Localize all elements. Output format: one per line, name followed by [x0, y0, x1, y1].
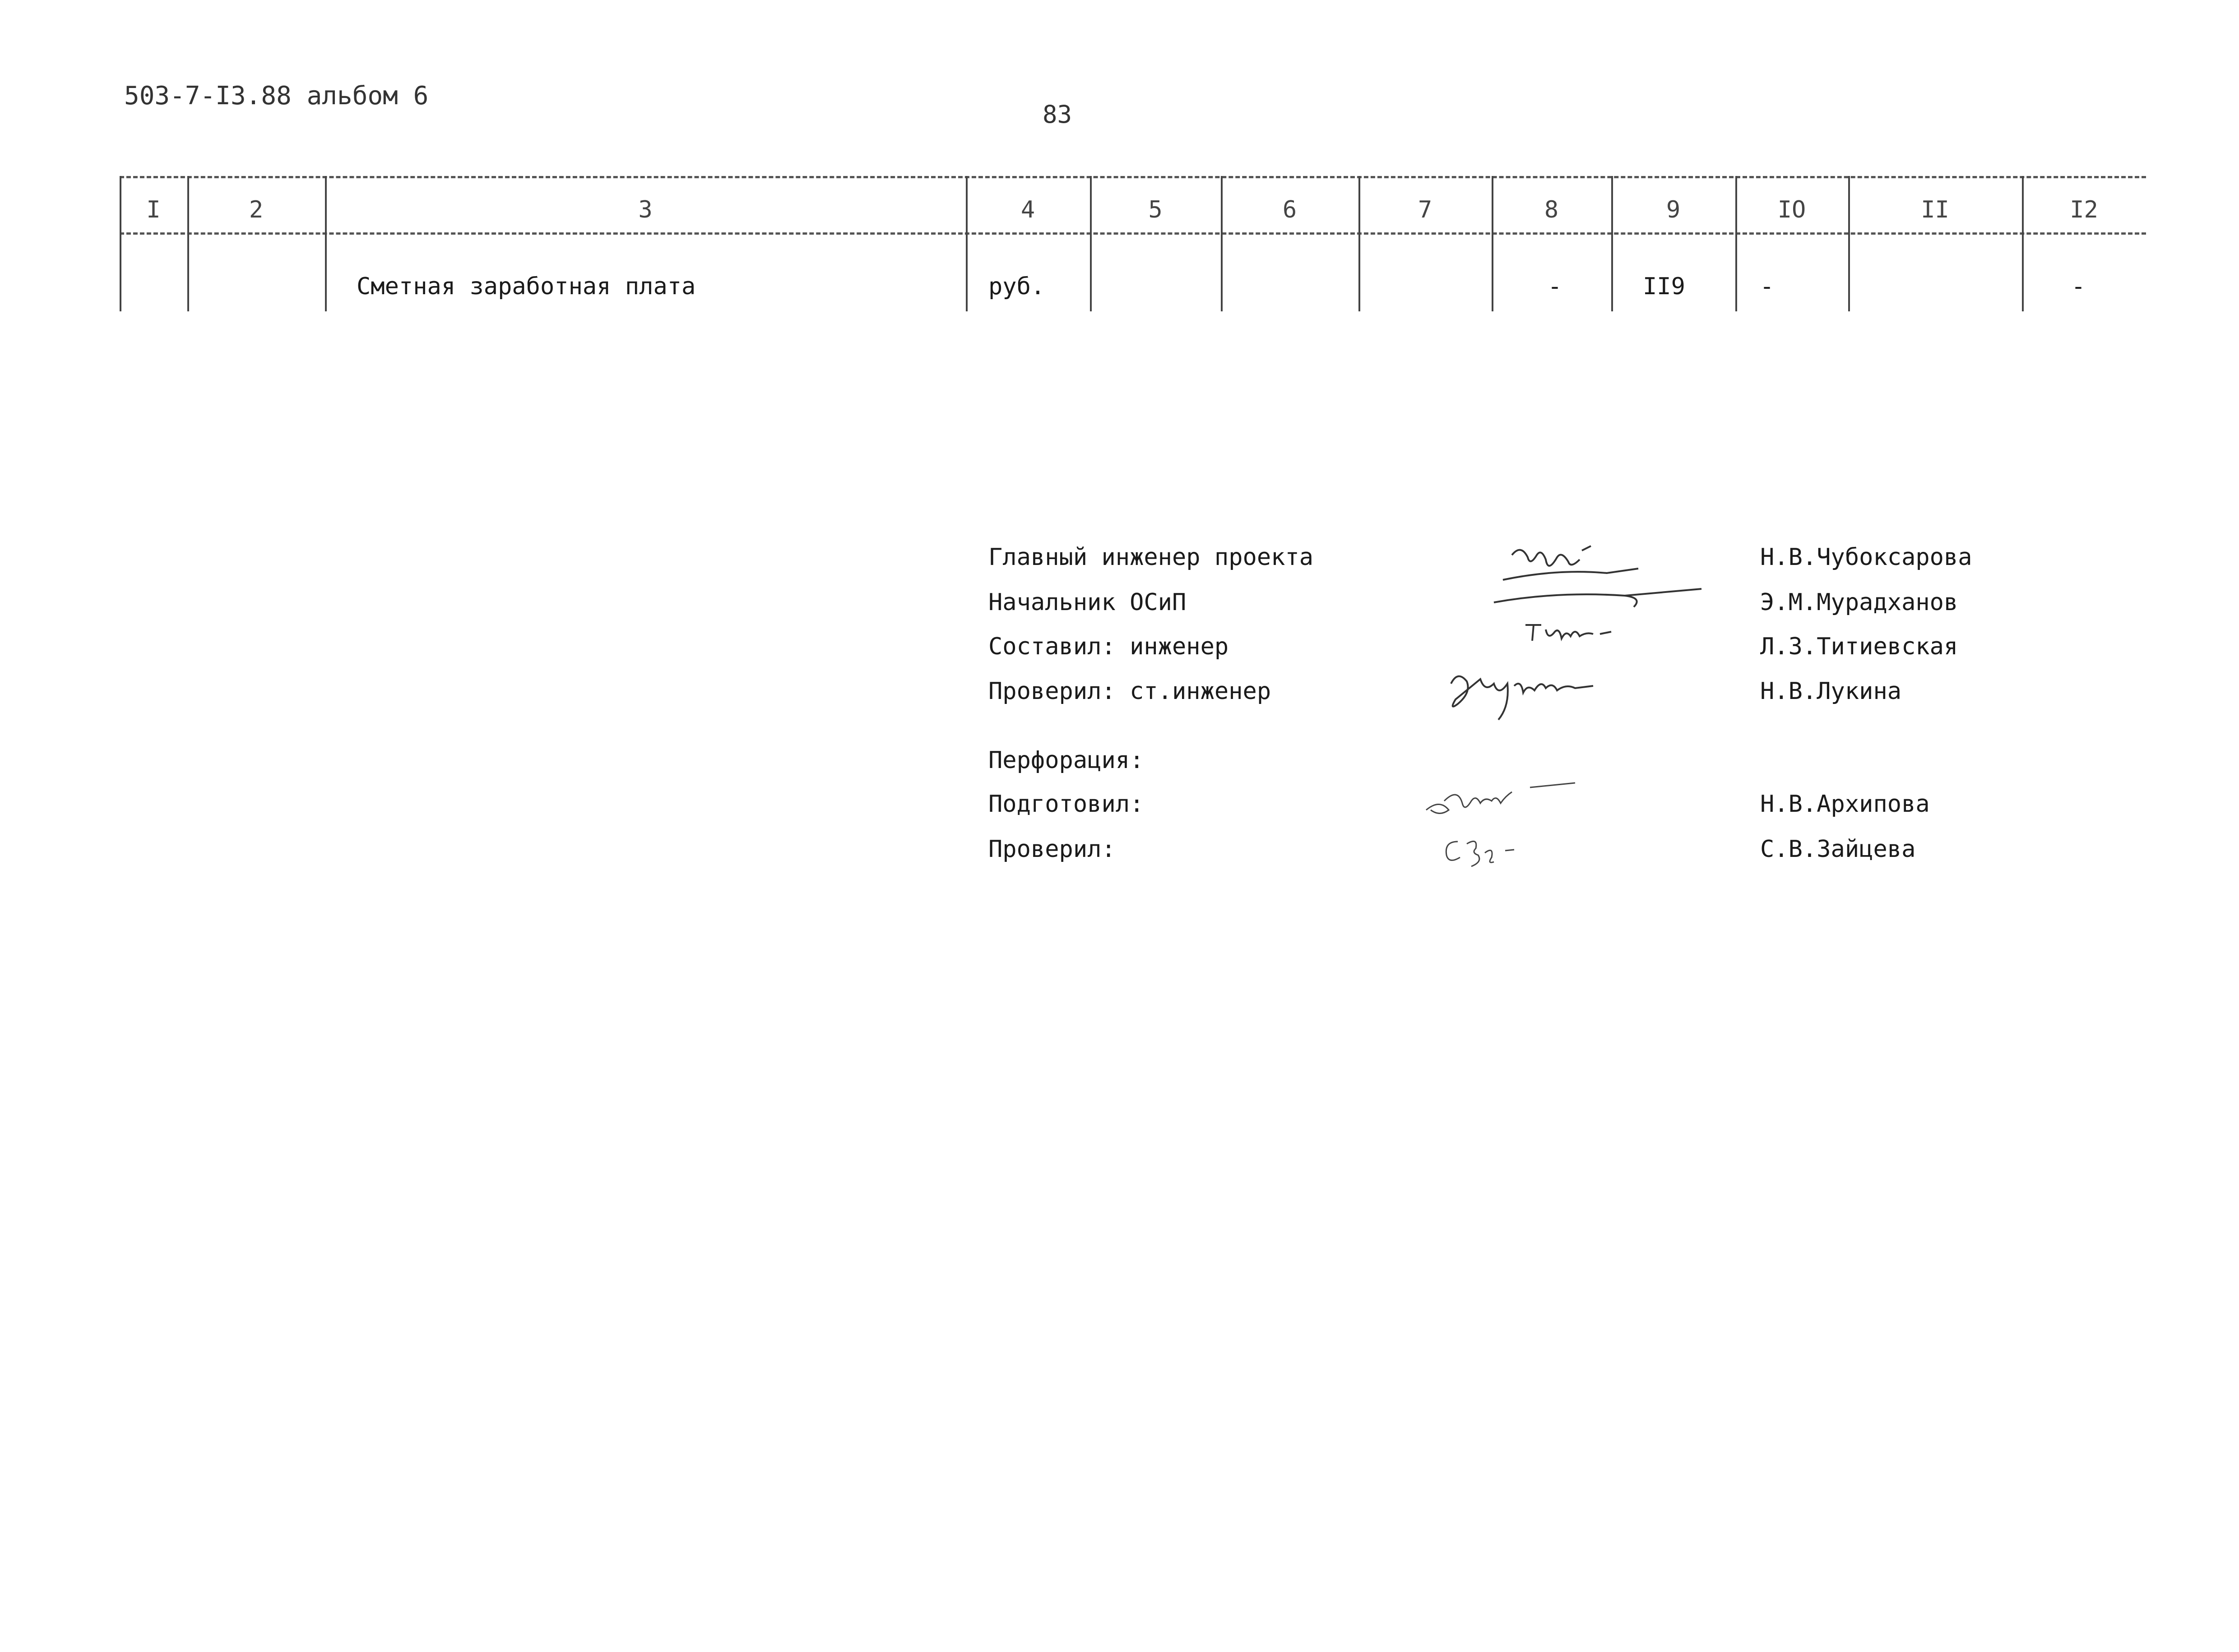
perforation-title: Перфорация: [988, 747, 1144, 774]
page-number: 83 [1043, 100, 1072, 129]
approval-name: Э.М.Мурадханов [1760, 589, 1958, 616]
column-header: 5 [1148, 196, 1163, 223]
signature-prepared [1422, 778, 1584, 825]
signature-verified [1440, 833, 1530, 875]
column-header: 7 [1418, 196, 1432, 223]
approval-name: Н.В.Чубоксарова [1760, 544, 1972, 571]
column-header: II [1921, 196, 1949, 223]
row-col10: - [1760, 273, 1774, 300]
row-description: Сметная заработная плата [357, 273, 696, 300]
estimate-table [120, 176, 2146, 316]
perforation-name: Н.В.Архипова [1760, 791, 1930, 818]
column-header: I [146, 196, 161, 223]
approval-role: Начальник ОСиП [988, 589, 1187, 616]
perforation-role: Подготовил: [988, 791, 1144, 818]
column-header: 6 [1282, 196, 1297, 223]
table-header-rule [120, 232, 2146, 235]
document-code: 503-7-I3.88 альбом 6 [124, 81, 429, 111]
column-header: IO [1777, 196, 1806, 223]
row-col8: - [1548, 273, 1562, 300]
row-col12: - [2071, 273, 2086, 300]
signature-compiler [1521, 616, 1656, 649]
perforation-role: Проверил: [988, 836, 1116, 863]
table-top-rule [120, 176, 2146, 178]
approval-name: Н.В.Лукина [1760, 678, 1902, 705]
column-header: 9 [1666, 196, 1681, 223]
perforation-name: С.В.Зайцева [1760, 836, 1916, 863]
column-header: 3 [638, 196, 653, 223]
approval-name: Л.З.Титиевская [1760, 633, 1958, 660]
signature-head-osip [1489, 582, 1706, 615]
column-header: 2 [249, 196, 264, 223]
approval-role: Главный инженер проекта [988, 544, 1314, 571]
approval-role: Проверил: ст.инженер [988, 678, 1271, 705]
approval-role: Составил: инженер [988, 633, 1229, 660]
column-header: 8 [1544, 196, 1559, 223]
row-unit: руб. [988, 273, 1045, 300]
row-col9: II9 [1643, 273, 1685, 300]
signature-checker [1440, 666, 1611, 731]
column-header: 4 [1020, 196, 1035, 223]
column-header: I2 [2070, 196, 2098, 223]
